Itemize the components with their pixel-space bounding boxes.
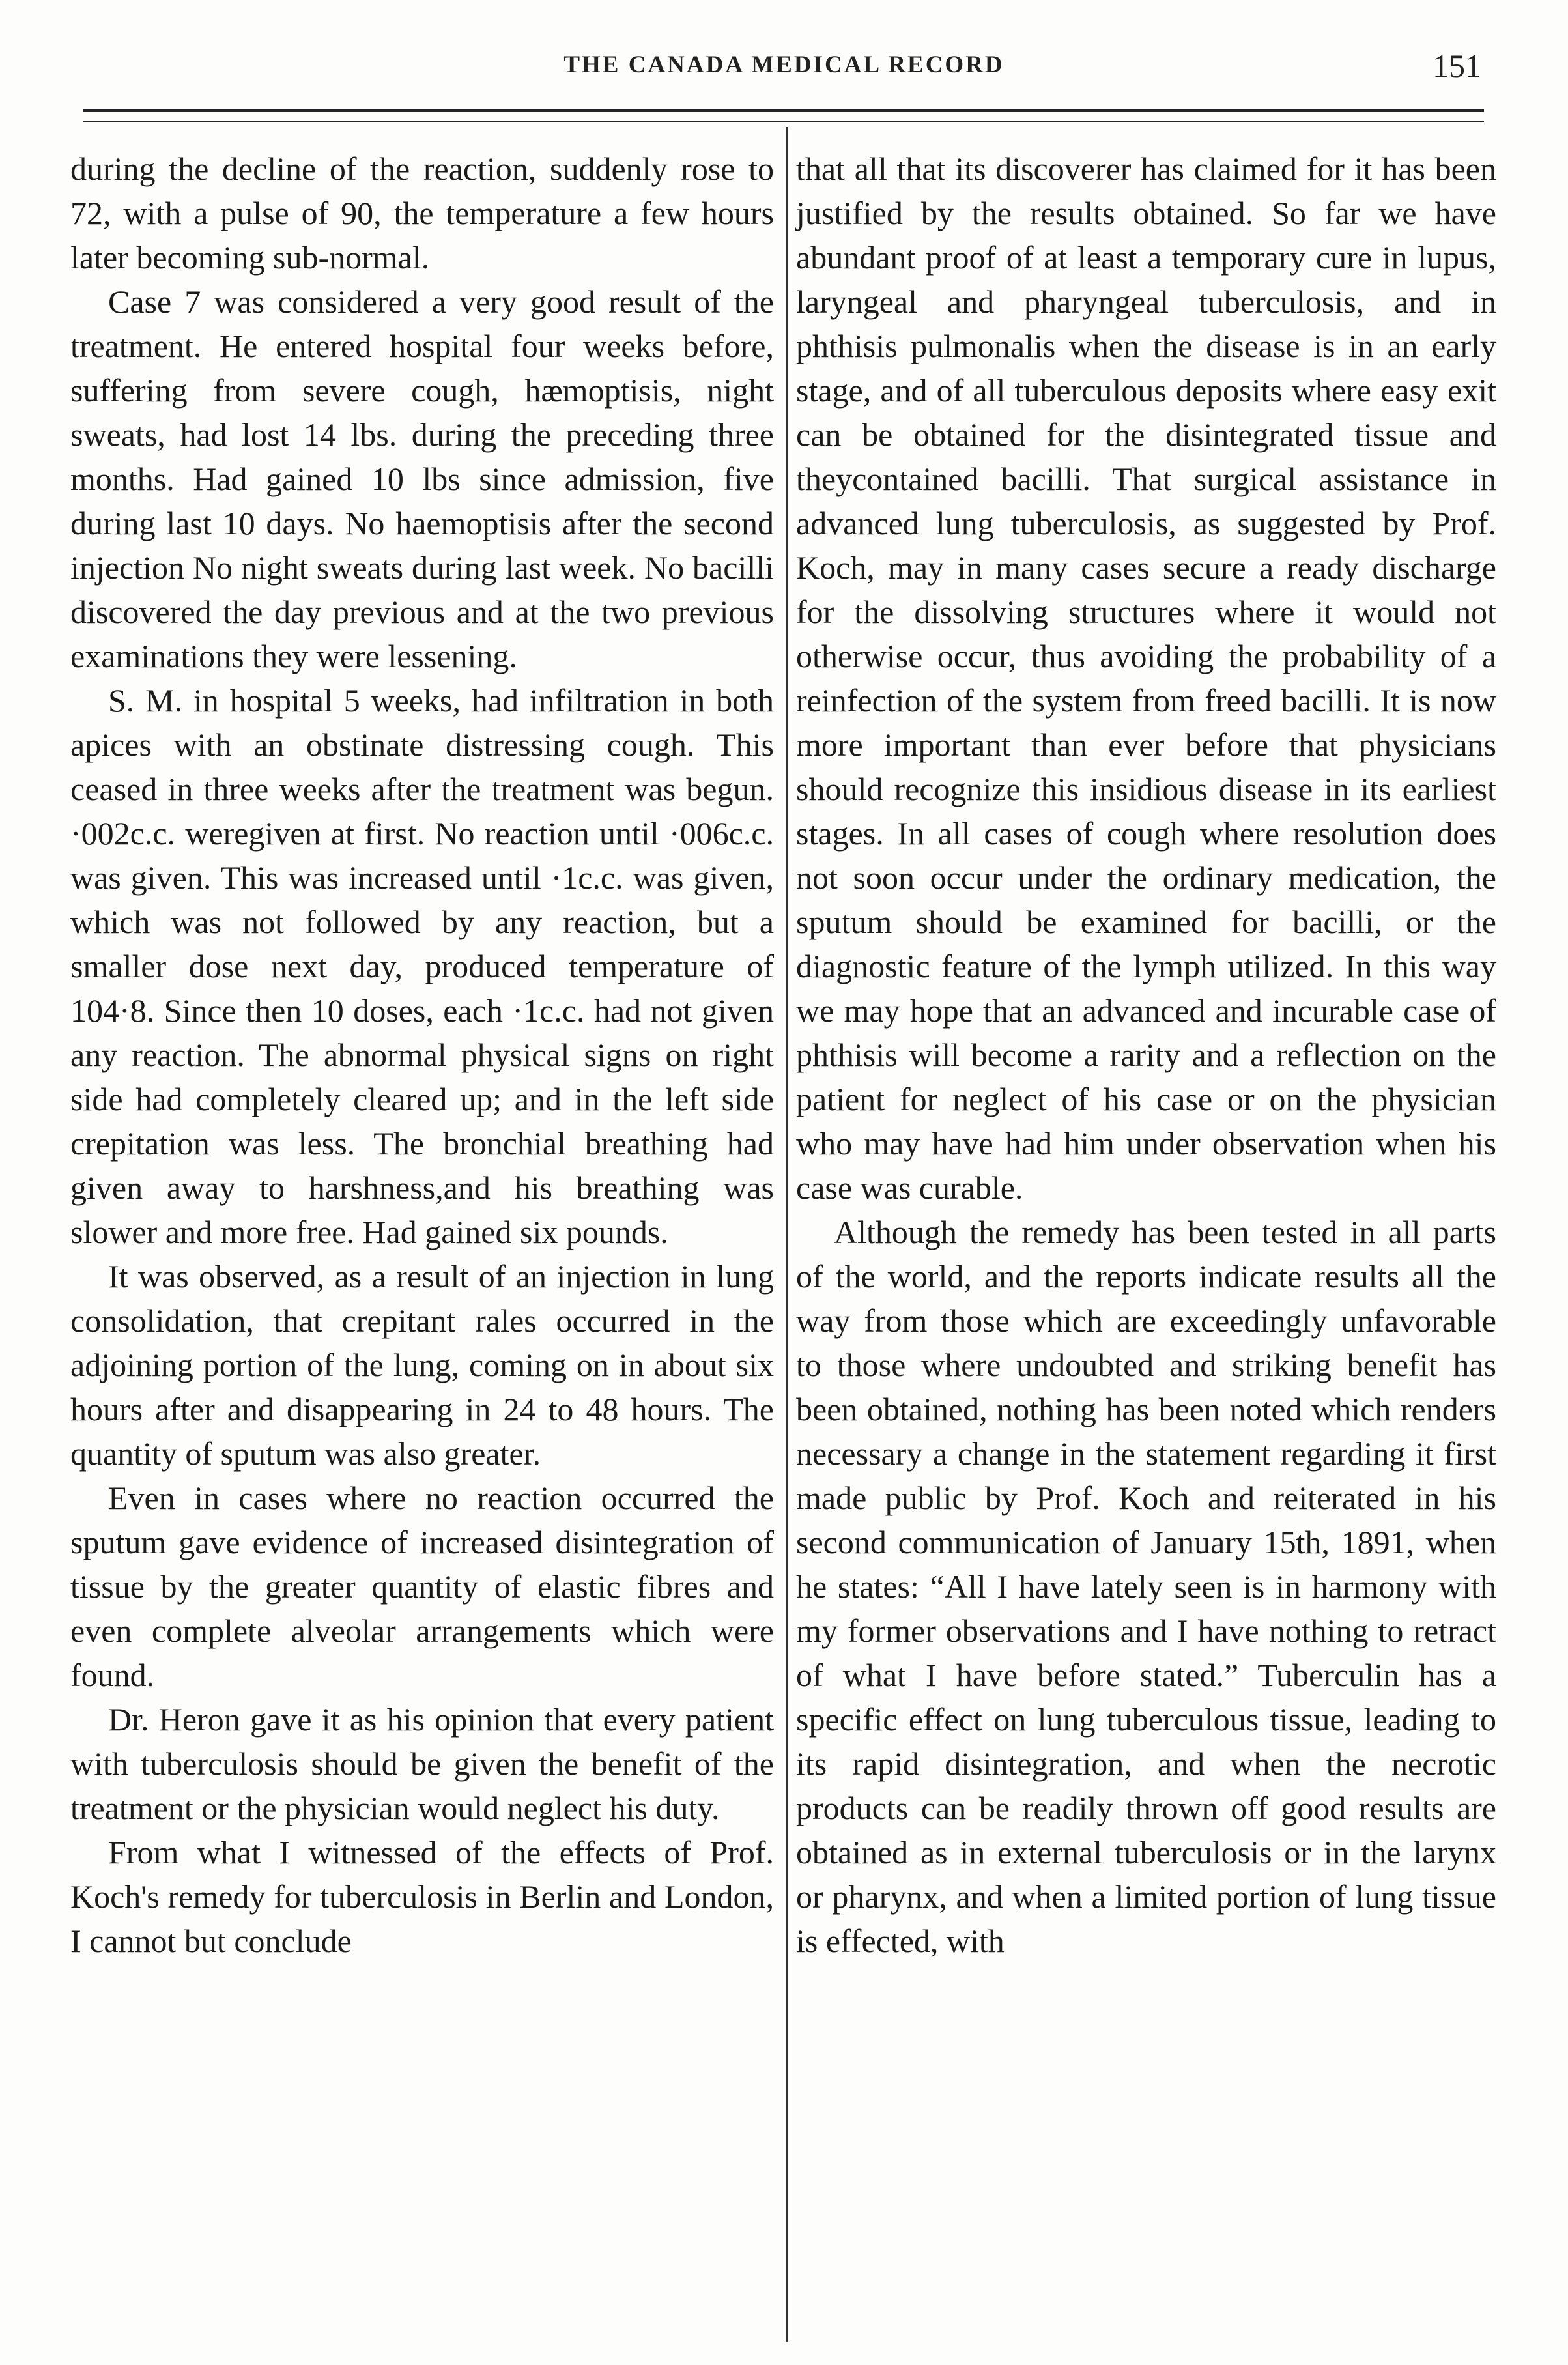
left-column: [70, 147, 774, 1963]
right-column: [796, 147, 1496, 1963]
paragraph: Although the remedy has been tested in all parts of the world, and the reports indicate results all the way from those which are exceedingly unfavorable to those where undoubted and striking benefit has been obtained, nothing has been noted which renders necessary a change in the statement regarding it first made public by Prof. Koch and reiterated in his second communication of January 15th, 1891, when he states: “All I have lately seen is in harmony with my former observations and I have nothing to retract of what I have before stated.” Tuberculin has a specific effect on lung tuberculous tissue, leading to its rapid disintegration, and when the necrotic products can be readily thrown off good results are obtained as in external tuberculosis or in the larynx or pharynx, and when a limited portion of lung tissue is effected, with: [796, 1214, 1496, 1959]
paragraph: Even in cases where no reaction occurred the sputum gave evidence of increased disintegration of tissue by the greater quantity of elastic fibres and even complete alveolar arrangements which were found.: [70, 1480, 774, 1693]
journal-title: THE CANADA MEDICAL RECORD: [563, 51, 1005, 78]
paragraph: S. M. in hospital 5 weeks, had infiltration in both apices with an obstinate distressing cough. This ceased in three weeks after the treatment was begun. ·002c.c. weregiven at first. No reaction until ·006c.c. was given. This was increased until ·1c.c. was given, which was not followed by any reaction, but a smaller dose next day, produced temperature of 104·8. Since then 10 doses, each ·1c.c. had not given any reaction. The abnormal physical signs on right side had completely cleared up; and in the left side crepitation was less. The bronchial breathing had given away to harshness,and his breathing was slower and more free. Had gained six pounds.: [70, 682, 774, 1250]
running-head: [0, 48, 1568, 90]
paragraph: From what I witnessed of the effects of Prof. Koch's remedy for tuberculosis in Berlin and London, I cannot but conclude: [70, 1834, 774, 1959]
page-number: 151: [1433, 48, 1481, 84]
paragraph: It was observed, as a result of an injection in lung consolidation, that crepitant rales occurred in the adjoining portion of the lung, coming on in about six hours after and disappearing in 24 to 48 hours. The quantity of sputum was also greater.: [70, 1258, 774, 1472]
paragraph: Case 7 was considered a very good result of the treatment. He entered hospital four weeks before, suffering from severe cough, hæmoptisis, night sweats, had lost 14 lbs. during the preceding three months. Had gained 10 lbs since admission, five during last 10 days. No haemoptisis after the second injection No night sweats during last week. No bacilli discovered the day previous and at the two previous examinations they were lessening.: [70, 283, 774, 674]
paragraph: that all that its discoverer has claimed for it has been justified by the results obtained. So far we have abundant proof of at least a temporary cure in lupus, laryngeal and pharyngeal tuberculosis, and in phthisis pulmonalis when the disease is in an early stage, and of all tuberculous deposits where easy exit can be obtained for the disintegrated tissue and theycontained bacilli. That surgical assistance in advanced lung tuberculosis, as suggested by Prof. Koch, may in many cases secure a ready discharge for the dissolving structures where it would not otherwise occur, thus avoiding the probability of a reinfection of the system from freed bacilli. It is now more important than ever before that physicians should recognize this insidious disease in its earliest stages. In all cases of cough where resolution does not soon occur under the ordinary medication, the sputum should be examined for bacilli, or the diagnostic feature of the lymph utilized. In this way we may hope that an advanced and incurable case of phthisis will become a rarity and a reflection on the patient for neglect of his case or on the physician who may have had him under observation when his case was curable.: [796, 150, 1496, 1206]
column-divider: [786, 127, 788, 2342]
paragraph: during the decline of the reaction, suddenly rose to 72, with a pulse of 90, the temperature a few hours later becoming sub-normal.: [70, 150, 774, 276]
paragraph: Dr. Heron gave it as his opinion that every patient with tuberculosis should be given the benefit of the treatment or the physician would neglect his duty.: [70, 1701, 774, 1826]
header-rule-thick: [83, 109, 1484, 112]
header-rule-thin: [83, 121, 1484, 122]
